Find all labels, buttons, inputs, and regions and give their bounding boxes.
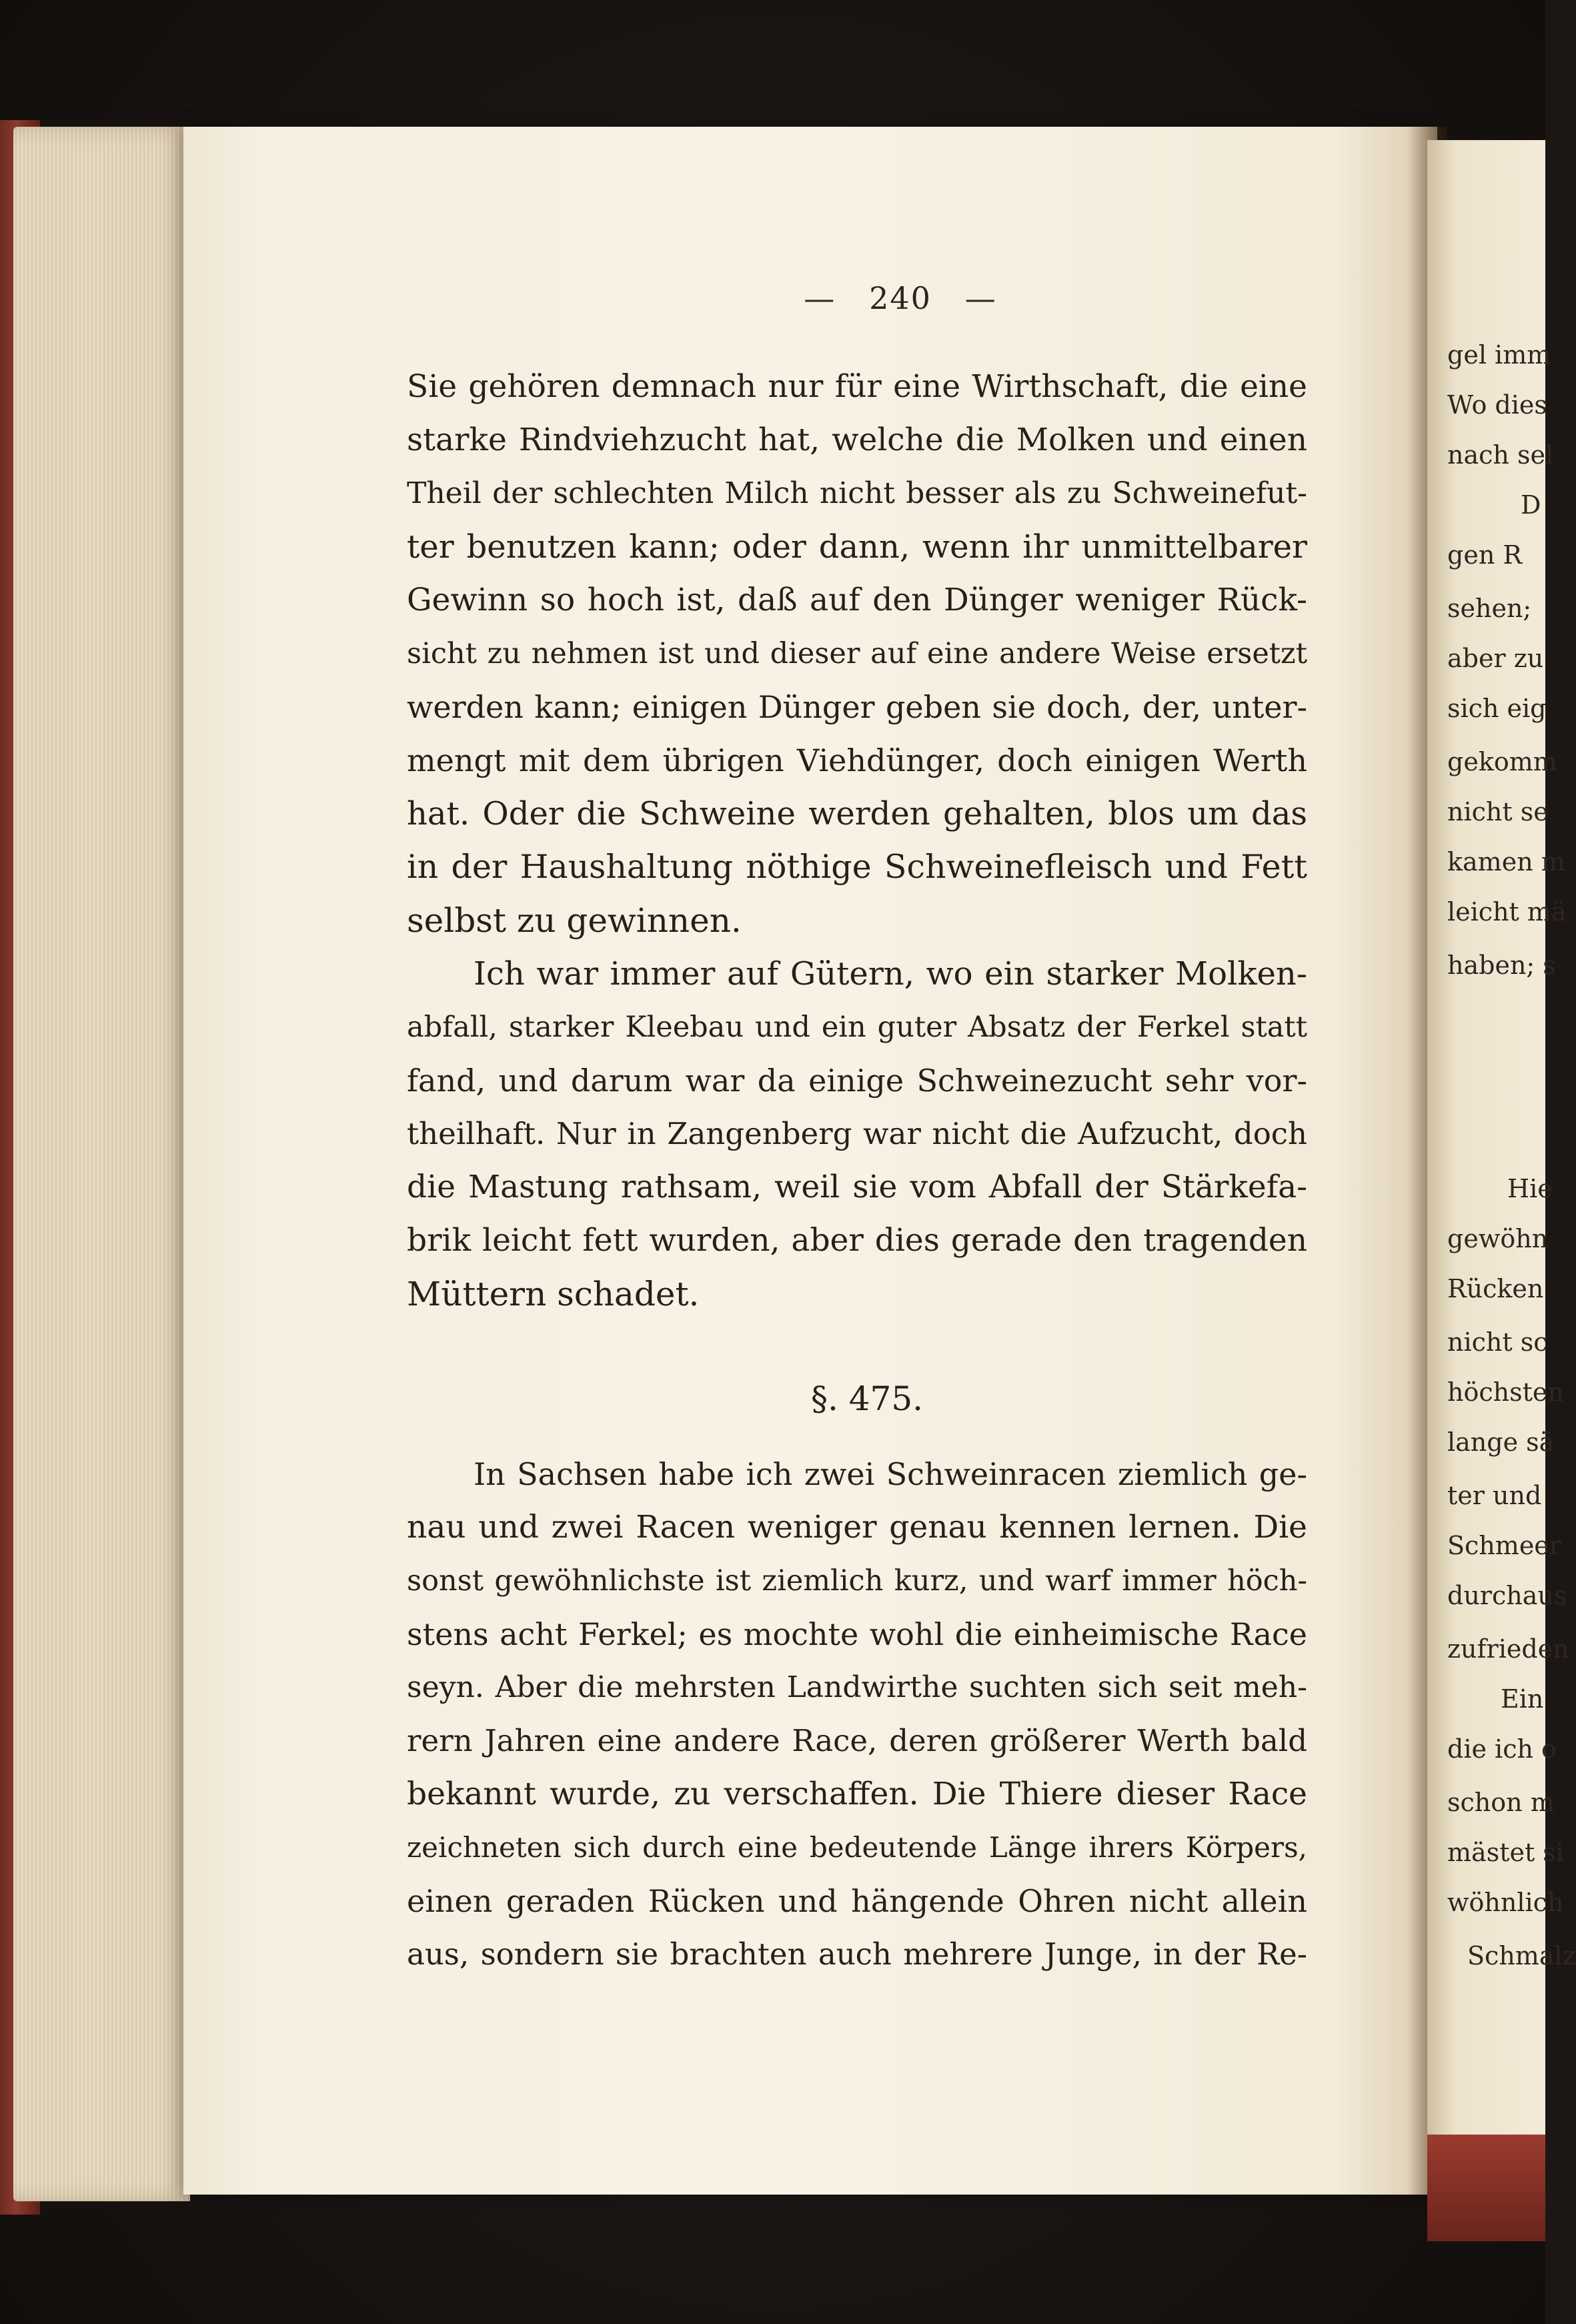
facing-line: ter und	[1447, 1481, 1542, 1510]
text-line: theilhaft. Nur in Zangenberg war nicht die Aufzucht, doch	[407, 1116, 1307, 1151]
facing-line: gel imm	[1447, 340, 1551, 370]
text-line: nau und zwei Racen weniger genau kennen lernen. Die	[407, 1509, 1307, 1546]
paragraph-1	[407, 360, 1307, 947]
page-number: 240	[869, 280, 932, 316]
text-line: stens acht Ferkel; es mochte wohl die einheimische Race	[407, 1616, 1307, 1652]
facing-line: kamen m	[1447, 847, 1565, 877]
paragraph-3	[407, 1447, 1307, 1981]
paragraph-2	[407, 947, 1307, 1321]
facing-line: Wo dies	[1447, 390, 1547, 420]
facing-line: aber zu	[1447, 644, 1544, 673]
text-line: bekannt wurde, zu verschaffen. Die Thiere dieser Race	[407, 1776, 1307, 1812]
facing-line: leicht mä	[1447, 897, 1567, 927]
facing-line: D	[1521, 490, 1541, 520]
facing-line: gen R	[1447, 540, 1522, 570]
text-line: Gewinn so hoch ist, daß auf den Dünger weniger Rück-	[407, 582, 1307, 618]
text-line: Ich war immer auf Gütern, wo ein starker Molken-	[474, 955, 1307, 993]
facing-line: nicht se	[1447, 797, 1549, 826]
book-cover-right	[1427, 2135, 1545, 2241]
facing-line: nicht sc	[1447, 1327, 1548, 1357]
facing-line: haben; s	[1447, 951, 1556, 980]
text-line: aus, sondern sie brachten auch mehrere Junge, in der Re-	[407, 1936, 1307, 1972]
text-line: fand, und darum war da einige Schweinezucht sehr vor-	[407, 1063, 1307, 1099]
text-line: brik leicht fett wurden, aber dies gerade den tragenden	[407, 1222, 1307, 1259]
text-line: die Mastung rathsam, weil sie vom Abfall der Stärkefa-	[407, 1169, 1307, 1205]
text-line: einen geraden Rücken und hängende Ohren nicht allein	[407, 1883, 1307, 1919]
text-line: In Sachsen habe ich zwei Schweinracen ziemlich ge-	[474, 1456, 1307, 1492]
text-line: abfall, starker Kleebau und ein guter Absatz der Ferkel statt	[407, 1011, 1307, 1044]
facing-line: schon m	[1447, 1788, 1555, 1817]
text-line: mengt mit dem übrigen Viehdünger, doch einigen Werth	[407, 742, 1307, 778]
facing-line: durchaus	[1447, 1581, 1567, 1610]
section-heading: §. 475.	[810, 1379, 924, 1418]
text-line: hat. Oder die Schweine werden gehalten, blos um das	[407, 795, 1307, 832]
facing-page	[1427, 140, 1576, 2188]
text-line: selbst zu gewinnen.	[407, 901, 742, 940]
facing-line: zufrieden	[1447, 1634, 1569, 1664]
text-line: zeichneten sich durch eine bedeutende Länge ihrers Körpers,	[407, 1831, 1307, 1864]
facing-line: Hie	[1507, 1174, 1553, 1203]
text-line: ter benutzen kann; oder dann, wenn ihr unmittelbarer	[407, 528, 1307, 566]
facing-line: sich eig	[1447, 694, 1547, 723]
facing-line: höchsten	[1447, 1377, 1564, 1407]
text-line: sonst gewöhnlichste ist ziemlich kurz, und warf immer höch-	[407, 1564, 1307, 1598]
facing-line: Schmeer	[1447, 1531, 1561, 1560]
facing-line: gewöhn	[1447, 1224, 1549, 1253]
text-line: rern Jahren eine andere Race, deren größerer Werth bald	[407, 1723, 1307, 1758]
text-line: Müttern schadet.	[407, 1275, 700, 1313]
facing-line: nach sel	[1447, 440, 1554, 470]
text-line: in der Haushaltung nöthige Schweinefleisch und Fett	[407, 848, 1307, 886]
header-dash: —	[964, 280, 997, 316]
facing-line: mästet si	[1447, 1838, 1564, 1867]
page-header	[734, 280, 1067, 316]
header-dash: —	[804, 280, 836, 316]
text-line: werden kann; einigen Dünger geben sie doch, der, unter-	[407, 689, 1307, 725]
text-line: Sie gehören demnach nur für eine Wirthschaft, die eine	[407, 368, 1307, 405]
facing-line: lange sä	[1447, 1427, 1555, 1457]
text-line: seyn. Aber die mehrsten Landwirthe suchten sich seit meh-	[407, 1670, 1307, 1704]
facing-line: Schmalz	[1467, 1941, 1576, 1970]
text-line: starke Rindviehzucht hat, welche die Molken und einen	[407, 422, 1307, 458]
facing-line: wöhnlich	[1447, 1888, 1564, 1917]
text-line: sicht zu nehmen ist und dieser auf eine andere Weise ersetzt	[407, 637, 1307, 670]
facing-line: sehen;	[1447, 594, 1532, 623]
facing-line: Ein	[1501, 1684, 1544, 1714]
facing-line: gekomm	[1447, 747, 1557, 776]
facing-line: Rücken	[1447, 1274, 1544, 1303]
text-line: Theil der schlechten Milch nicht besser als zu Schweinefut-	[407, 476, 1307, 510]
page-edges	[13, 127, 190, 2201]
facing-line: die ich o	[1447, 1734, 1557, 1764]
